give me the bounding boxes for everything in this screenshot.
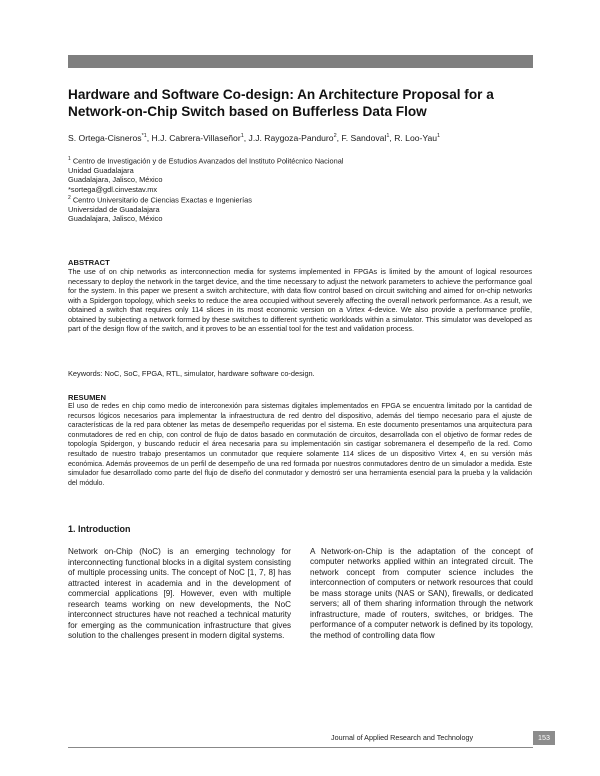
abstract-text: The use of on chip networks as interconnection media for systems implemented in FPGAs is limited by the amount of logical resources necessary to deploy the network in the target device, and the time necessary to adjust the network parameters to achieve the performance goal for the system. In this paper we present a switch architecture, with data flow control based on circuit switching and aimed for on-chip networks with a Spidergon topology, which seeks to reduce the area occupied without severely affecting the overall network performance. As a result, we obtained a switch that requires only 114 slices in its most economic version on a Virtex 4-device. We also provide a performance profile, obtained by subjecting a network formed by these switches to different synthetic workloads within a simulator. This simulator was developed as part of the design flow of the switch, and it proves to be an essential tool for the test and validation process. xyxy=(68,267,532,334)
affiliation-line: $^2$ Centro Universitario de Ciencias Exactas e Ingenierías xyxy=(68,195,252,205)
page-number: 153 xyxy=(533,731,555,745)
journal-name: Journal of Applied Research and Technology xyxy=(331,733,474,742)
header-bar xyxy=(68,55,533,68)
author: R. Loo-Yau$^1$ xyxy=(394,132,441,143)
affiliation-line: Unidad Guadalajara xyxy=(68,165,134,175)
affiliations xyxy=(68,155,538,224)
resumen-heading: RESUMEN xyxy=(68,393,106,402)
affiliation-line: Universidad de Guadalajara xyxy=(68,204,160,214)
author: J.J. Raygoza-Panduro$^2$, xyxy=(248,132,342,143)
paper-title: Hardware and Software Co-design: An Architecture Proposal for a Network-on-Chip Switch based on Bufferless Data Flow xyxy=(68,87,494,119)
affiliation-line: Guadalajara, Jalisco, México xyxy=(68,175,163,185)
corresponding-email: *sortega@gdl.cinvestav.mx xyxy=(68,184,158,194)
keywords: Keywords: NoC, SoC, FPGA, RTL, simulator, hardware software co-design. xyxy=(68,369,315,378)
affiliation-line: Guadalajara, Jalisco, México xyxy=(68,214,163,224)
author-list xyxy=(68,130,548,144)
resumen-text: El uso de redes en chip como medio de interconexión para sistemas digitales implementados en FPGA se encuentra limitado por la cantidad de recursos lógicos necesarios para implementar la infraestructura de red dentro del dispositivo, además del tiempo necesario para el ajuste de características de la red para obtener las metas de desempeño requeridas por el sistema. En este documento presentamos una arquitectura para conmutadores de red en chip, con control de flujo de datos basado en conmutación de circuitos, desarrollada con el objetivo de formar redes de topología Spidergon, y buscando reducir el área necesaria para su implementación sin castigar sobremanera el desempeño de la red. Como resultado de nuestro trabajo presentamos un conmutador que requiere solamente 114 slices de un dispositivo Virtex 4, en su versión más económica. Además proveemos de un perfil de desempeño de una red formada por nuestros conmutadores dentro de un simulador a medida. Este simulador fue desarrollado como parte del flujo de diseño del conmutador y demostró ser una herramienta esencial para la prueba y la validación del módulo. xyxy=(68,403,532,487)
affiliation-line: $^1$ Centro de Investigación y de Estudios Avanzados del Instituto Politécnico Nacional xyxy=(68,156,344,166)
footer-rule xyxy=(68,747,533,748)
introduction-heading: 1. Introduction xyxy=(68,524,131,534)
intro-column-left: Network on-Chip (NoC) is an emerging technology for interconnecting functional blocks in a digital system consisting of multiple processing units. The concept of NoC [1, 7, 8] has attracted interest in academia and in the development of commercial applications [9]. However, even with multiple research teams working on new developments, the NoC interconnect structures have not reached a technical maturity for emerging as the communication infrastructure that gives solution to the challenges present in modern digital systems. xyxy=(68,547,291,640)
author: H.J. Cabrera-Villaseñor$^1$, xyxy=(151,132,249,143)
intro-column-right: A Network-on-Chip is the adaptation of the concept of computer networks applied within an integrated circuit. The network concept from computer science includes the interconnection of computers or network resources that could be mass storage units (NAS or SAN), firewalls, or dedicated servers; all of them sharing information through the network infrastructure, made of routers, switches, or bridges. The performance of a computer network is defined by its topology, the method of controlling data flow xyxy=(310,547,533,640)
author: F. Sandoval$^1$, xyxy=(341,132,395,143)
author: S. Ortega-Cisneros$^{*1}$, xyxy=(68,132,152,143)
abstract-heading: ABSTRACT xyxy=(68,258,110,267)
